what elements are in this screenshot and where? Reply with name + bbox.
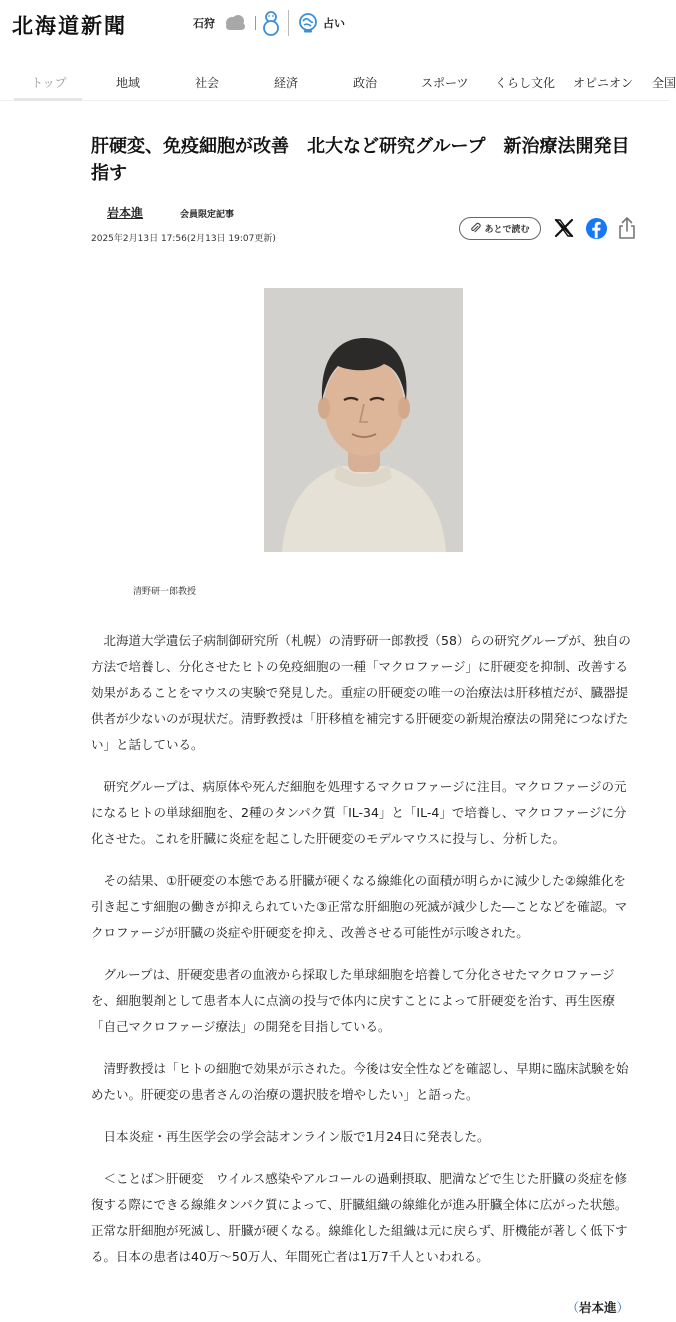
category-nav xyxy=(0,62,676,102)
byline-name: 岩本進 xyxy=(578,1300,617,1315)
paragraph: 清野教授は「ヒトの細胞で効果が示された。今後は安全性などを確認し、早期に臨床試験を始めたい。肝硬変の患者さんの治療の選択肢を増やしたい」と語った。 xyxy=(91,1061,629,1102)
article-body xyxy=(91,628,636,1286)
nav-item-culture[interactable]: くらし文化 xyxy=(495,76,556,90)
cloud-icon xyxy=(223,14,247,32)
member-only-badge: 会員限定記事 xyxy=(180,210,235,220)
paragraph: ＜ことば＞肝硬変 ウイルス感染やアルコールの過剰摂取、肥満などで生じた肝臓の炎症を修復する際にできる線維タンパク質によって、肝臓組織の線維化が進み肝臓全体に広がった状態。正常な肝細胞が死滅し、肝臓が硬くなる。線維化した組織は元に戻らず、肝機能が著しく低下する。日本の患者は40万～50万人、年間死亡者は1万7千人といわれる。 xyxy=(91,1171,628,1264)
article-byline xyxy=(566,1298,629,1316)
site-logo[interactable]: 北海道新聞 xyxy=(12,13,127,38)
region-label[interactable]: 石狩 xyxy=(193,17,215,30)
read-later-button[interactable] xyxy=(459,217,541,240)
nav-item-opinion[interactable]: オピニオン xyxy=(573,76,634,90)
paragraph: その結果、①肝硬変の本態である肝臓が硬くなる線維化の面積が明らかに減少した②線維化を引き起こす細胞の働きが抑えられていた③正常な肝細胞の死滅が減少した―ことなどを確認。マクロファージが肝臓の炎症や肝硬変を抑え、改善させる可能性が示唆された。 xyxy=(91,873,628,940)
nav-active-indicator xyxy=(14,98,82,101)
site-header xyxy=(0,0,669,50)
byline-open: （ xyxy=(566,1300,579,1315)
nav-item-economy[interactable]: 経済 xyxy=(274,76,299,90)
author-link[interactable]: 岩本進 xyxy=(107,206,144,220)
paragraph: 日本炎症・再生医学会の学会誌オンライン版で1月24日に発表した。 xyxy=(103,1129,490,1144)
fortune-globe-icon xyxy=(297,12,319,34)
paperclip-icon xyxy=(470,223,481,234)
read-later-label: あとで読む xyxy=(484,225,530,235)
nav-item-politics[interactable]: 政治 xyxy=(353,76,378,90)
weather-widget[interactable] xyxy=(193,8,345,38)
nav-item-sports[interactable]: スポーツ xyxy=(421,76,469,90)
x-share-icon[interactable] xyxy=(554,218,574,238)
share-icon[interactable] xyxy=(617,216,637,240)
nav-item-society[interactable]: 社会 xyxy=(195,76,220,90)
divider xyxy=(288,10,289,36)
nav-item-region[interactable]: 地域 xyxy=(116,76,141,90)
paragraph: 北海道大学遺伝子病制御研究所（札幌）の清野研一郎教授（58）らの研究グループが、独自の方法で培養し、分化させたヒトの免疫細胞の一種「マクロファージ」に肝硬変を抑制、改善する効果があることをマウスの実験で発見した。重症の肝硬変の唯一の治療法は肝移植だが、臓器提供者が少ないのが現状だ。清野教授は「肝移植を補完する肝硬変の新規治療法の開発につなげたい」と話している。 xyxy=(91,633,631,752)
publish-date: 2025年2月13日 17:56(2月13日 19:07更新) xyxy=(91,234,276,244)
article-photo[interactable] xyxy=(264,288,463,552)
byline-close: ） xyxy=(616,1300,629,1315)
paragraph: グループは、肝硬変患者の血液から採取した単球細胞を培養して分化させたマクロファージを、細胞製剤として患者本人に点滴の投与で体内に戻すことによって肝硬変を治す、再生医療「自己マクロファージ療法」の開発を目指している。 xyxy=(91,967,616,1034)
nav-divider xyxy=(0,100,669,101)
divider xyxy=(255,16,256,30)
photo-caption: 清野研一郎教授 xyxy=(133,587,197,597)
portrait-image xyxy=(264,288,463,552)
paragraph: 研究グループは、病原体や死んだ細胞を処理するマクロファージに注目。マクロファージの元になるヒトの単球細胞を、2種のタンパク質「IL-34」と「IL-4」で培養し、マクロファージに分化させた。これを肝臓に炎症を起こした肝硬変のモデルマウスに投与し、分析した。 xyxy=(91,779,627,846)
fortune-link[interactable]: 占い xyxy=(323,17,345,30)
facebook-share-icon[interactable] xyxy=(585,217,608,240)
article-title: 肝硬変、免疫細胞が改善 北大など研究グループ 新治療法開発目指す xyxy=(91,136,630,184)
snowman-icon xyxy=(260,10,282,36)
nav-item-national[interactable]: 全国 xyxy=(652,76,676,90)
nav-item-top[interactable]: トップ xyxy=(31,76,67,90)
